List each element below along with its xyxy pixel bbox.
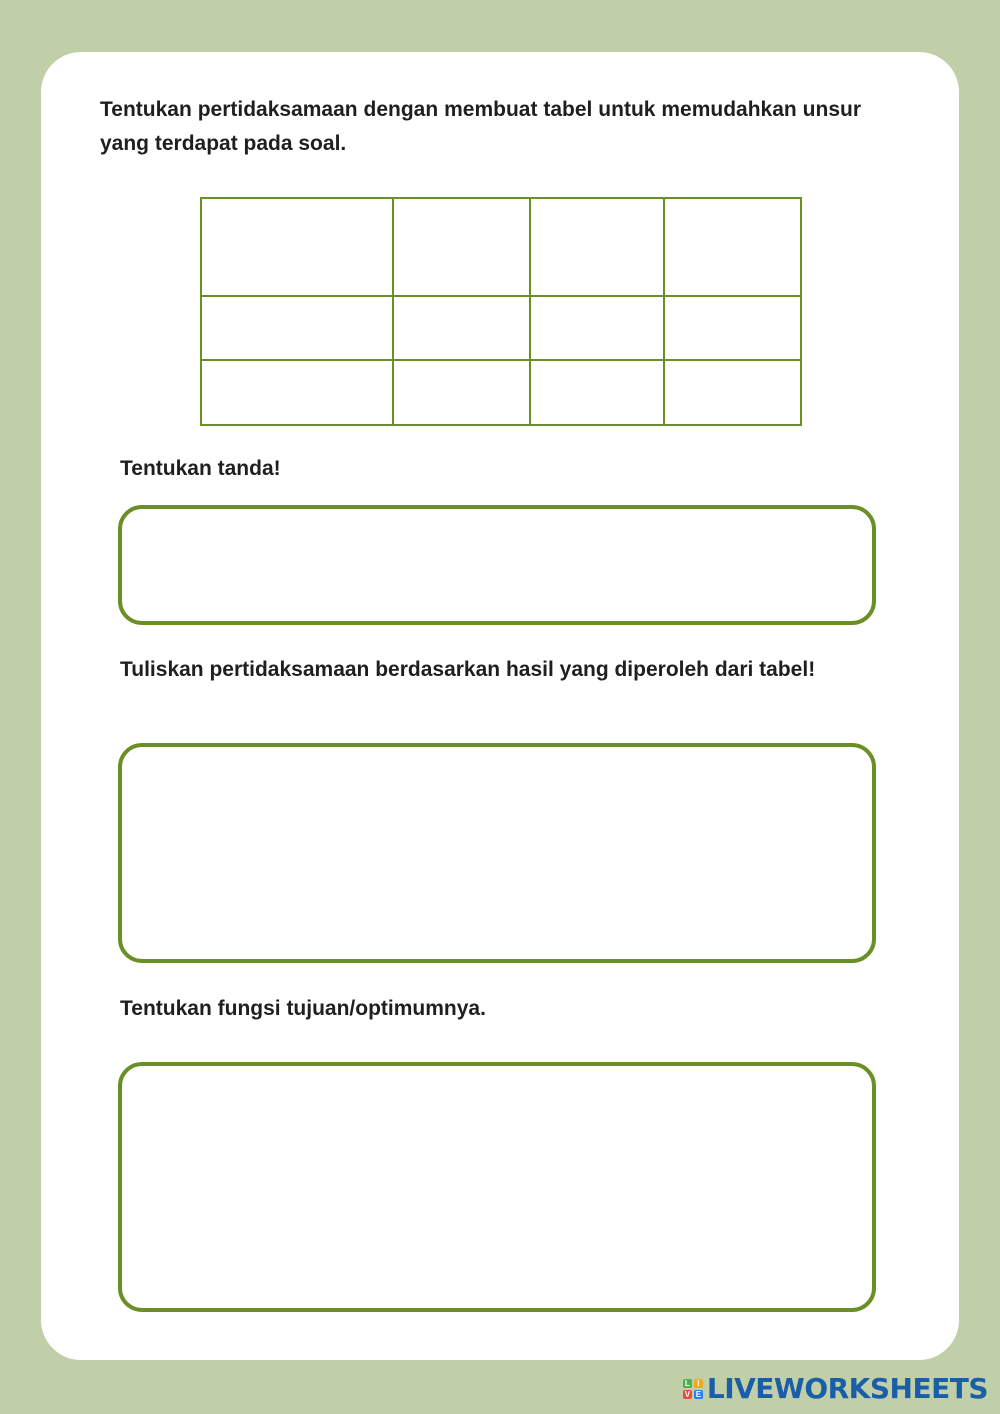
logo-letter: I [694,1379,703,1388]
answer-box-sign[interactable] [118,505,876,625]
table-cell[interactable] [201,198,393,296]
table-cell[interactable] [530,360,664,425]
logo-letter: V [684,1389,691,1399]
table-cell[interactable] [530,198,664,296]
table-cell[interactable] [530,296,664,360]
table-row [201,296,801,360]
table-cell[interactable] [664,296,801,360]
logo-letter: E [695,1389,702,1399]
instruction-text: Tentukan pertidaksamaan dengan membuat tabel untuk memudahkan unsur yang terdapat pada soal. [100,98,861,155]
data-table [200,197,802,426]
question-label-sign: Tentukan tanda! [120,457,281,480]
answer-box-inequality[interactable] [118,743,876,963]
liveworksheets-logo-icon [683,1379,703,1399]
liveworksheets-brand [683,1372,988,1405]
table-cell[interactable] [201,296,393,360]
table-row [201,360,801,425]
brand-name: LIVEWORKSHEETS [706,1372,988,1405]
table-row [201,198,801,296]
table-cell[interactable] [393,296,530,360]
answer-box-objective[interactable] [118,1062,876,1312]
table-cell[interactable] [664,360,801,425]
question-label-objective: Tentukan fungsi tujuan/optimumnya. [120,997,486,1020]
table-cell[interactable] [393,360,530,425]
table-cell[interactable] [201,360,393,425]
logo-letter: L [683,1379,692,1388]
table-cell[interactable] [393,198,530,296]
table-cell[interactable] [664,198,801,296]
question-label-inequality: Tuliskan pertidaksamaan berdasarkan hasil yang diperoleh dari tabel! [120,658,816,681]
